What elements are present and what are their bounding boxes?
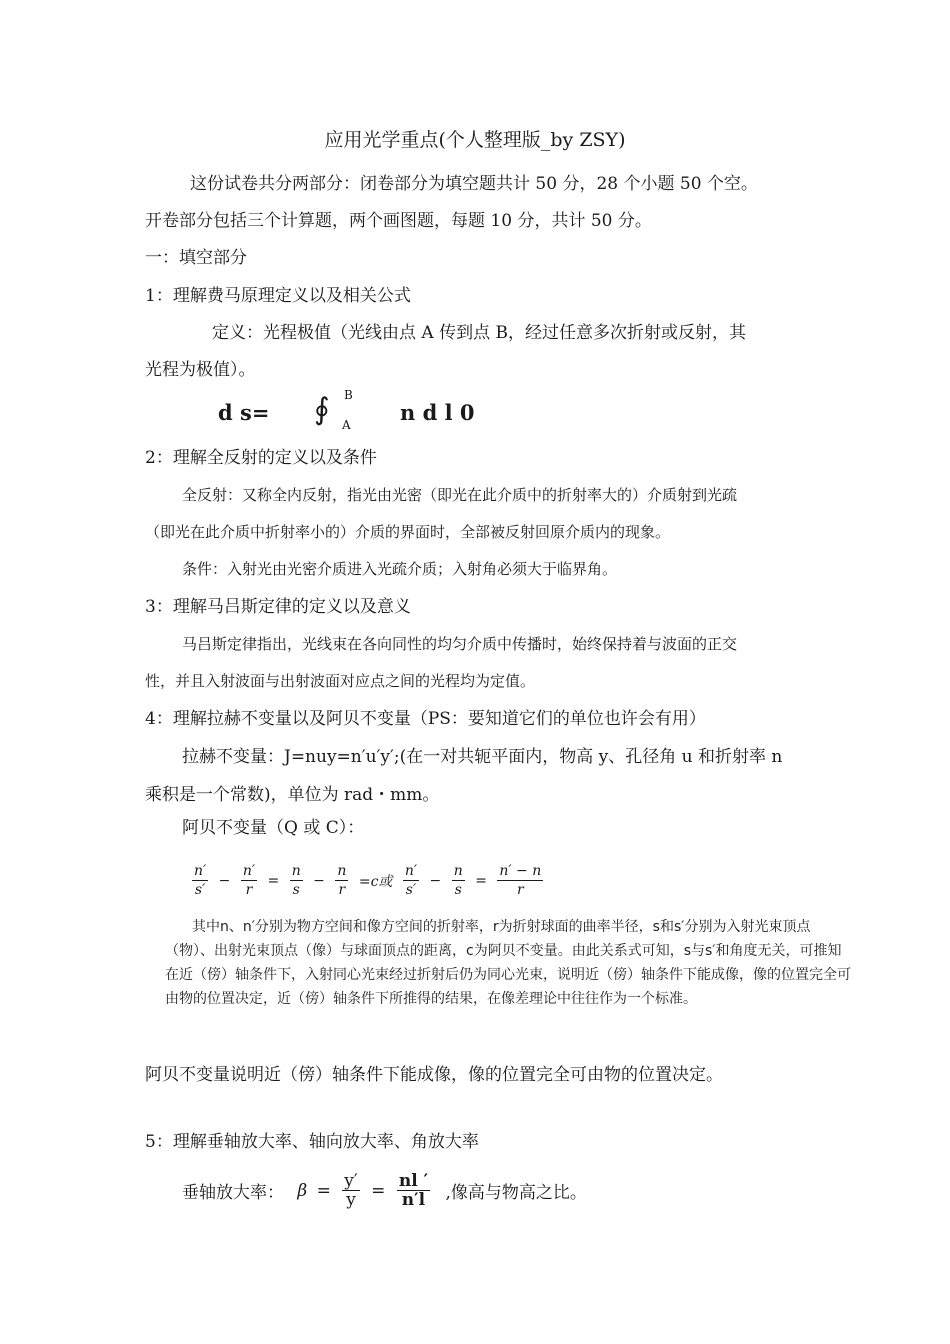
part1-heading: 一：填空部分 (145, 248, 247, 268)
q5-heading: 5：理解垂轴放大率、轴向放大率、角放大率 (145, 1132, 479, 1152)
minus-sign: − (429, 872, 442, 889)
beta-symbol: β (297, 1180, 308, 1201)
abbe-explanation-line: 其中n、n′分别为物方空间和像方空间的折射率，r为折射球面的曲率半径，s和s′分别为入射光束顶点 (192, 919, 811, 935)
abbe-frac-2: $\frac{n'}{r}$ (242, 863, 256, 898)
intro-line-1: 这份试卷共分两部分：闭卷部分为填空题共计 50 分，28 个小题 50 个空。 (190, 174, 758, 194)
lagrange-line-1: 拉赫不变量：J=nuy=n′u′y′;(在一对共轭平面内，物高 y、孔径角 u 和折射率 n (182, 747, 783, 767)
abbe-summary: 阿贝不变量说明近（傍）轴条件下能成像，像的位置完全可由物的位置决定。 (145, 1065, 723, 1085)
integral-lower-limit: A (342, 418, 351, 432)
q3-definition-line-1: 马吕斯定律指出，光线束在各向同性的均匀介质中传播时，始终保持着与波面的正交 (182, 635, 738, 653)
abbe-frac-7: $\frac{n' - n}{r}$ (499, 863, 542, 898)
abbe-frac-5: $\frac{n'}{s'}$ (404, 863, 418, 898)
document-title: 应用光学重点(个人整理版_by ZSY) (324, 129, 626, 151)
abbe-formula (190, 862, 545, 899)
q1-heading: 1：理解费马原理定义以及相关公式 (145, 286, 411, 306)
abbe-frac-4: $\frac{n}{r}$ (337, 863, 347, 898)
vertical-magnification-note: ,像高与物高之比。 (445, 1183, 587, 1203)
q3-definition-line-2: 性，并且入射波面与出射波面对应点之间的光程均为定值。 (145, 672, 536, 690)
vertical-magnification-label: 垂轴放大率： (182, 1183, 284, 1203)
ratio-y: $\frac{y'}{y}$ (344, 1171, 358, 1210)
fermat-formula (218, 388, 518, 434)
equals-c-or: =c或 (358, 873, 393, 890)
abbe-frac-3: $\frac{n}{s}$ (291, 863, 301, 898)
intro-line-2: 开卷部分包括三个计算题，两个画图题，每题 10 分，共计 50 分。 (145, 211, 652, 231)
minus-sign: − (313, 872, 325, 889)
abbe-frac-1: $\frac{n'}{s'}$ (194, 863, 207, 898)
abbe-explanation-line: 在近（傍）轴条件下，入射同心光束经过折射后仍为同心光束，说明近（傍）轴条件下能成像，像的位置完全可 (165, 967, 851, 983)
q2-definition-line-1: 全反射：又称全内反射，指光由光密（即光在此介质中的折射率大的）介质射到光疏 (182, 486, 738, 504)
q2-condition: 条件：入射光由光密介质进入光疏介质；入射角必须大于临界角。 (182, 560, 618, 578)
vertical-magnification-formula (182, 1172, 587, 1209)
q3-heading: 3：理解马吕斯定律的定义以及意义 (145, 597, 411, 617)
abbe-frac-6: $\frac{n}{s}$ (453, 863, 463, 898)
minus-sign: − (218, 872, 231, 889)
equals-sign: = (475, 872, 487, 889)
ratio-nl: $\frac{nl '}{n'l}$ (398, 1171, 429, 1210)
fermat-rhs: n d l 0 (400, 400, 475, 425)
equals-sign: = (371, 1180, 386, 1201)
abbe-explanation-line: 由物的位置决定，近（傍）轴条件下所推得的结果，在像差理论中往往作为一个标准。 (165, 991, 697, 1007)
q2-definition-line-2: （即光在此介质中折射率小的）介质的界面时，全部被反射回原介质内的现象。 (145, 523, 671, 541)
equals-sign: = (316, 1180, 331, 1201)
q4-heading: 4：理解拉赫不变量以及阿贝不变量（PS：要知道它们的单位也许会有用） (145, 709, 706, 729)
q1-definition-line-2: 光程为极值）。 (145, 360, 256, 380)
q2-heading: 2：理解全反射的定义以及条件 (145, 448, 377, 468)
integral-upper-limit: B (344, 388, 353, 402)
abbe-explanation (150, 915, 890, 1011)
equals-sign: = (267, 872, 280, 889)
fermat-lhs: d s= (218, 400, 270, 425)
abbe-explanation-line: （物）、出射光束顶点（像）与球面顶点的距离，c为阿贝不变量。由此关系式可知，s与s′和角度无关，可推知 (165, 943, 842, 959)
abbe-label: 阿贝不变量（Q 或 C）： (182, 818, 365, 838)
integral-sign: ∮ (314, 392, 330, 427)
lagrange-line-2: 乘积是一个常数)，单位为 rad・mm。 (145, 785, 440, 805)
q1-definition-line-1: 定义：光程极值（光线由点 A 传到点 B，经过任意多次折射或反射，其 (212, 323, 746, 343)
